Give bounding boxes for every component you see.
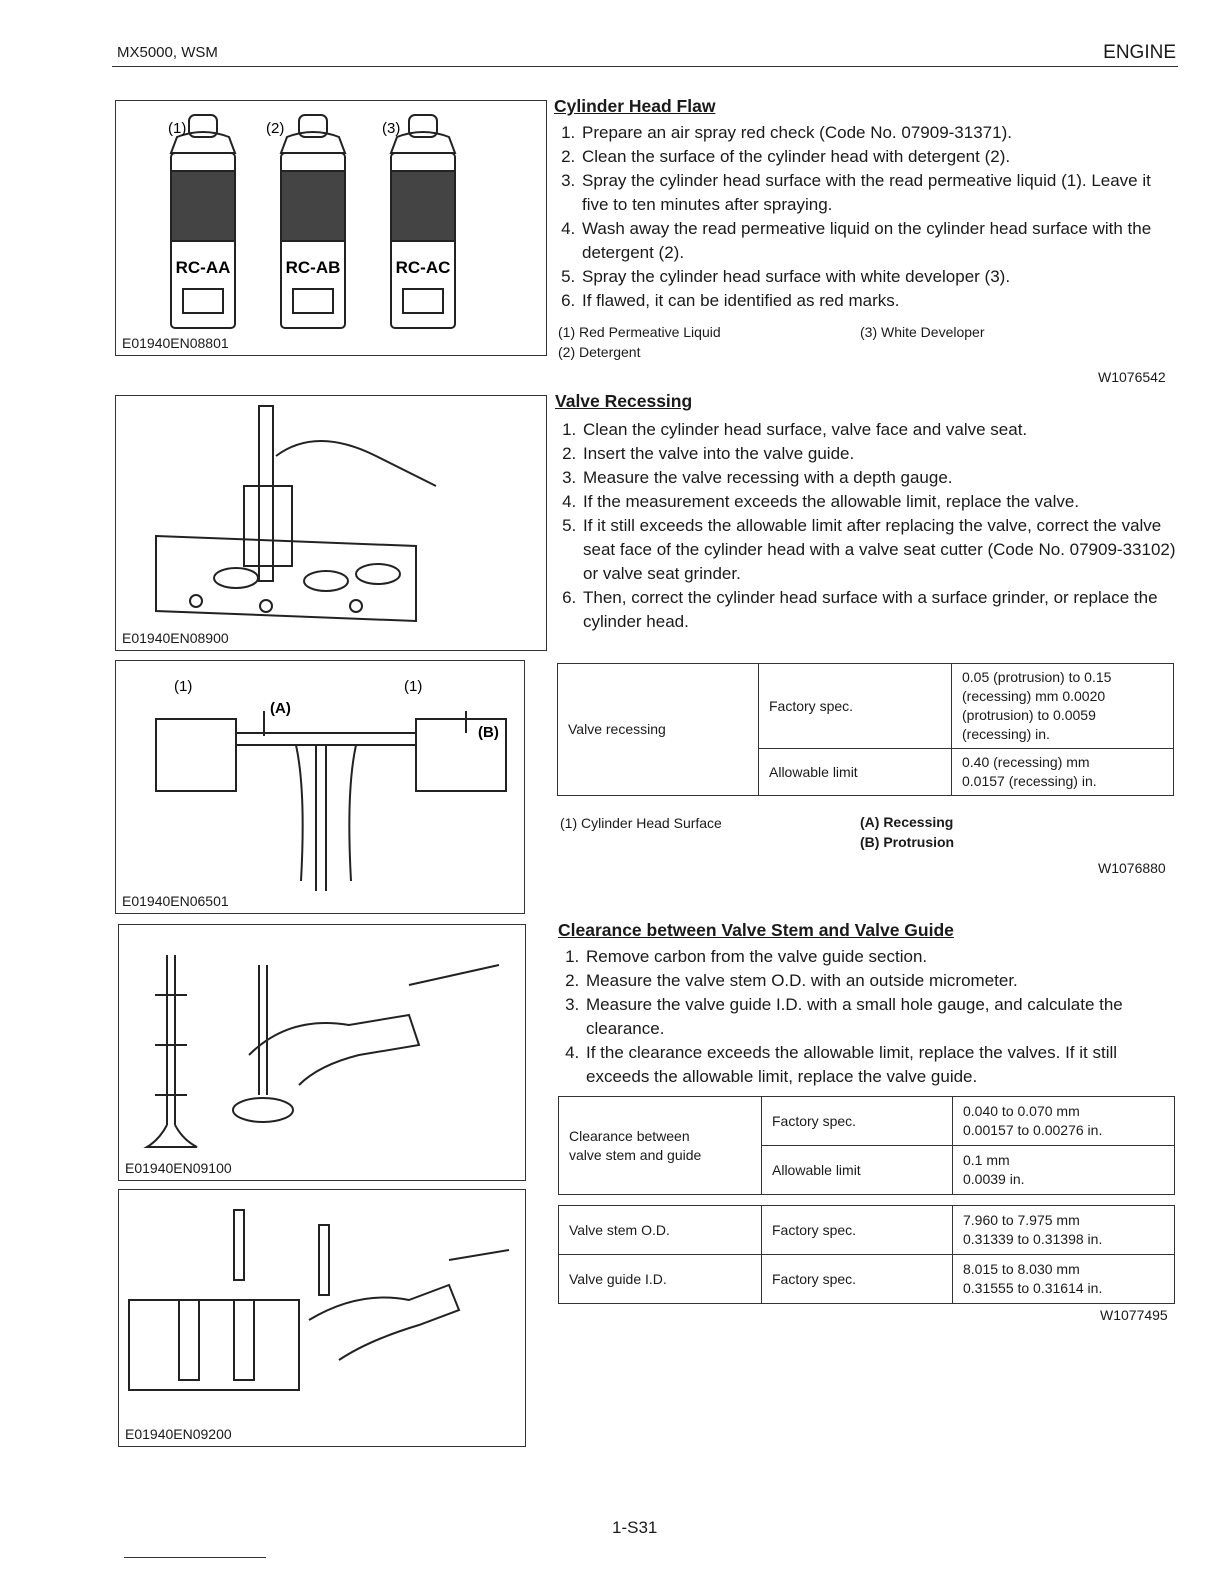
clearance-table bbox=[558, 1096, 1175, 1195]
table-value bbox=[953, 1146, 1175, 1195]
list-item: 4. If the measurement exceeds the allowable limit, replace the valve. bbox=[581, 490, 1178, 514]
table-label: Allowable limit bbox=[759, 749, 952, 796]
flaw-steps bbox=[554, 121, 1176, 313]
header-section: ENGINE bbox=[1103, 42, 1176, 63]
figure-caption: E01940EN09200 bbox=[125, 1426, 232, 1442]
flaw-legend-3: (3) White Developer bbox=[860, 324, 985, 340]
table-value-line: 8.015 to 8.030 mm bbox=[963, 1261, 1080, 1277]
list-item: 5. If it still exceeds the allowable limit after replacing the valve, correct the valve seat face of the cylinder head with a valve seat cutter (Code No. 07909-33102) or valve seat grinder. bbox=[581, 514, 1178, 586]
list-item: 4. Wash away the read permeative liquid on the cylinder head surface with the detergent (2). bbox=[580, 217, 1176, 265]
list-item: 6. If flawed, it can be identified as red marks. bbox=[580, 289, 1176, 313]
list-item: 5. Spray the cylinder head surface with white developer (3). bbox=[580, 265, 1176, 289]
table-item bbox=[559, 1097, 762, 1195]
fig3-label-a: (A) bbox=[270, 700, 291, 717]
table-value-line: 0.00157 to 0.00276 in. bbox=[963, 1122, 1103, 1138]
stem-guide-table bbox=[558, 1205, 1175, 1304]
fig3-label-1a: (1) bbox=[174, 678, 193, 695]
table-item-line: valve stem and guide bbox=[569, 1146, 702, 1163]
list-item: 1. Clean the cylinder head surface, valve face and valve seat. bbox=[581, 418, 1178, 442]
table-value-line: 0.31339 to 0.31398 in. bbox=[963, 1231, 1103, 1247]
list-item: 2. Clean the surface of the cylinder head with detergent (2). bbox=[580, 145, 1176, 169]
recess-code: W1076880 bbox=[1098, 860, 1166, 876]
figure-caption: E01940EN09100 bbox=[125, 1160, 232, 1176]
table-value-line: 0.40 (recessing) mm bbox=[962, 754, 1090, 770]
list-item: 2. Measure the valve stem O.D. with an outside micrometer. bbox=[584, 969, 1182, 993]
header-rule bbox=[112, 66, 1178, 67]
figure-caption: E01940EN08900 bbox=[122, 630, 229, 646]
fig1-label-1: (1) bbox=[168, 120, 187, 137]
valve-guide-illustration bbox=[119, 1190, 525, 1446]
table-label: Factory spec. bbox=[759, 664, 952, 749]
figure-caption: E01940EN06501 bbox=[122, 893, 229, 909]
table-value-line: 0.040 to 0.070 mm bbox=[963, 1103, 1080, 1119]
list-item: 6. Then, correct the cylinder head surface with a surface grinder, or replace the cylinder head. bbox=[581, 586, 1178, 634]
list-item: 3. Measure the valve recessing with a depth gauge. bbox=[581, 466, 1178, 490]
figure-spray-cans bbox=[115, 100, 547, 356]
table-item: Valve stem O.D. bbox=[559, 1206, 762, 1255]
can-name-2: RC-AB bbox=[285, 258, 341, 277]
flaw-legend-2: (2) Detergent bbox=[558, 344, 641, 360]
table-value bbox=[953, 1255, 1175, 1304]
recess-legend-b: (B) Protrusion bbox=[860, 834, 955, 850]
table-label: Factory spec. bbox=[762, 1097, 953, 1146]
table-value bbox=[952, 749, 1174, 796]
recess-steps bbox=[555, 418, 1178, 634]
section-title-recess: Valve Recessing bbox=[555, 391, 693, 411]
fig3-label-1b: (1) bbox=[404, 678, 423, 695]
list-item: 2. Insert the valve into the valve guide. bbox=[581, 442, 1178, 466]
flaw-legend-1: (1) Red Permeative Liquid bbox=[558, 324, 721, 340]
recess-legend-1: (1) Cylinder Head Surface bbox=[560, 815, 722, 831]
table-value-line: 0.0039 in. bbox=[963, 1171, 1025, 1187]
clearance-code: W1077495 bbox=[1100, 1307, 1168, 1323]
table-item-line: Clearance between bbox=[569, 1127, 690, 1144]
table-value: 0.05 (protrusion) to 0.15 (recessing) mm 0.0020 (protrusion) to 0.0059 (recessing) in. bbox=[952, 664, 1174, 749]
table-label: Factory spec. bbox=[762, 1206, 953, 1255]
flaw-code: W1076542 bbox=[1098, 369, 1166, 385]
table-value-line: 0.0157 (recessing) in. bbox=[962, 773, 1097, 789]
list-item: 4. If the clearance exceeds the allowable limit, replace the valves. If it still exceeds the allowable limit, replace the valve guide. bbox=[584, 1041, 1182, 1089]
fig1-label-3: (3) bbox=[382, 120, 401, 137]
valve-stem-illustration bbox=[119, 925, 525, 1180]
can-name-3: RC-AC bbox=[395, 258, 451, 277]
page-number: 1-S31 bbox=[612, 1518, 658, 1537]
recess-legend-a: (A) Recessing bbox=[860, 814, 954, 830]
fig1-label-2: (2) bbox=[266, 120, 285, 137]
figure-valve-stem bbox=[118, 924, 526, 1181]
table-value-line: 7.960 to 7.975 mm bbox=[963, 1212, 1080, 1228]
table-value bbox=[953, 1097, 1175, 1146]
table-value bbox=[953, 1206, 1175, 1255]
section-title-flaw: Cylinder Head Flaw bbox=[554, 96, 716, 116]
figure-valve-recessing bbox=[115, 660, 525, 914]
section-title-clearance: Clearance between Valve Stem and Valve Guide bbox=[558, 920, 954, 940]
figure-depth-gauge bbox=[115, 395, 547, 651]
list-item: 1. Prepare an air spray red check (Code No. 07909-31371). bbox=[580, 121, 1176, 145]
header-model: MX5000, WSM bbox=[117, 44, 218, 61]
spray-cans-illustration bbox=[116, 101, 546, 355]
list-item: 3. Measure the valve guide I.D. with a small hole gauge, and calculate the clearance. bbox=[584, 993, 1182, 1041]
can-name-1: RC-AA bbox=[175, 258, 231, 277]
clearance-steps bbox=[558, 945, 1182, 1089]
depth-gauge-illustration bbox=[116, 396, 546, 650]
table-item: Valve guide I.D. bbox=[559, 1255, 762, 1304]
valve-recessing-illustration bbox=[116, 661, 524, 913]
table-value-line: 0.1 mm bbox=[963, 1152, 1010, 1168]
footer-rule bbox=[124, 1557, 266, 1558]
list-item: 3. Spray the cylinder head surface with the read permeative liquid (1). Leave it five to ten minutes after spraying. bbox=[580, 169, 1176, 217]
fig3-label-b: (B) bbox=[478, 724, 499, 741]
table-item: Valve recessing bbox=[558, 664, 759, 796]
table-label: Factory spec. bbox=[762, 1255, 953, 1304]
table-value-line: 0.31555 to 0.31614 in. bbox=[963, 1280, 1103, 1296]
table-label: Allowable limit bbox=[762, 1146, 953, 1195]
figure-caption: E01940EN08801 bbox=[122, 335, 229, 351]
list-item: 1. Remove carbon from the valve guide section. bbox=[584, 945, 1182, 969]
valve-recessing-table bbox=[557, 663, 1174, 796]
figure-valve-guide bbox=[118, 1189, 526, 1447]
